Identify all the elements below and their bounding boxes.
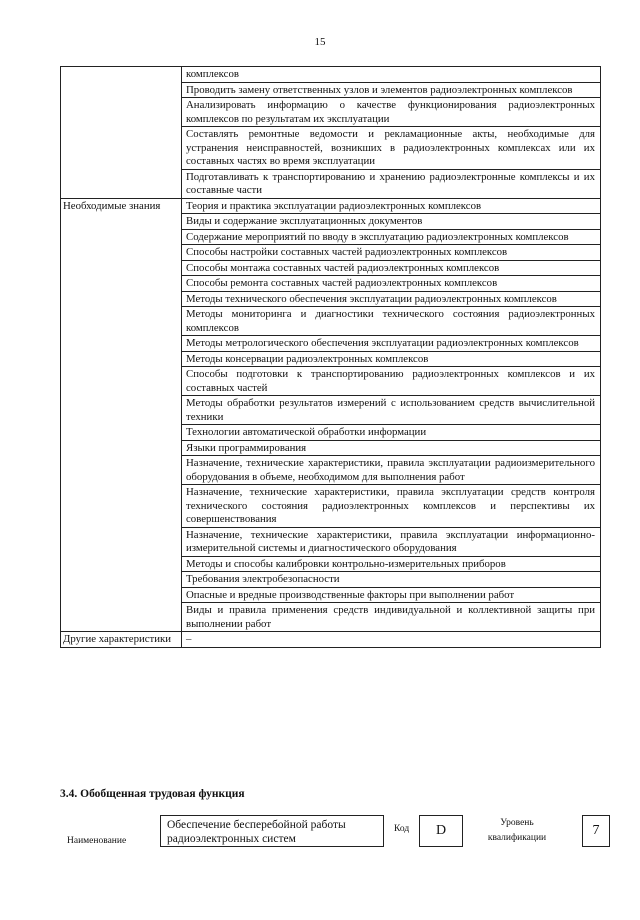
table-row — [61, 198, 601, 214]
item-cell: Анализировать информацию о качестве функционирования радиоэлектронных комплексов по результатам их эксплуатации — [182, 98, 601, 127]
item-cell: – — [182, 632, 601, 648]
item-cell: Назначение, технические характеристики, правила эксплуатации радиоизмерительного оборудования в объеме, необходимом для выполнения работ — [182, 456, 601, 485]
item-cell: Виды и правила применения средств индивидуальной и коллективной защиты при выполнении работ — [182, 603, 601, 632]
item-cell: Содержание мероприятий по вводу в эксплуатацию радиоэлектронных комплексов — [182, 229, 601, 245]
item-cell: Назначение, технические характеристики, правила эксплуатации средств контроля технического состояния радиоэлектронных комплексов и перспективы их совершенствования — [182, 485, 601, 528]
item-cell: Способы ремонта составных частей радиоэлектронных комплексов — [182, 276, 601, 292]
qualification-level-label: Уровень квалификации — [487, 818, 547, 843]
section-heading: 3.4. Обобщенная трудовая функция — [60, 788, 245, 800]
item-cell: Языки программирования — [182, 440, 601, 456]
item-cell: Требования электробезопасности — [182, 572, 601, 588]
row-label-cell: Необходимые знания — [61, 198, 182, 632]
requirements-table-body — [61, 67, 601, 648]
item-cell: Методы и способы калибровки контрольно-измерительных приборов — [182, 556, 601, 572]
item-cell: Технологии автоматической обработки информации — [182, 425, 601, 441]
code-box: D — [419, 815, 463, 847]
qualification-level-box: 7 — [582, 815, 610, 847]
item-cell: Методы консервации радиоэлектронных комплексов — [182, 351, 601, 367]
item-cell: Методы мониторинга и диагностики технического состояния радиоэлектронных комплексов — [182, 307, 601, 336]
requirements-table — [60, 66, 601, 648]
item-cell: Назначение, технические характеристики, правила эксплуатации информационно-измерительной системы и диагностического оборудования — [182, 527, 601, 556]
item-cell: Виды и содержание эксплуатационных документов — [182, 214, 601, 230]
row-label-cell: Другие характеристики — [61, 632, 182, 648]
item-cell: Способы подготовки к транспортированию радиоэлектронных комплексов и их составных частей — [182, 367, 601, 396]
name-label: Наименование — [67, 836, 127, 846]
item-cell: Методы технического обеспечения эксплуатации радиоэлектронных комплексов — [182, 291, 601, 307]
code-label: Код — [394, 824, 410, 834]
function-name-box: Обеспечение бесперебойной работы радиоэлектронных систем — [160, 815, 384, 847]
item-cell: Методы обработки результатов измерений с использованием средств вычислительной техники — [182, 396, 601, 425]
item-cell: Подготавливать к транспортированию и хранению радиоэлектронные комплексы и их составные части — [182, 169, 601, 198]
item-cell: Опасные и вредные производственные факторы при выполнении работ — [182, 587, 601, 603]
item-cell: Проводить замену ответственных узлов и элементов радиоэлектронных комплексов — [182, 82, 601, 98]
item-cell: Способы настройки составных частей радиоэлектронных комплексов — [182, 245, 601, 261]
item-cell: Теория и практика эксплуатации радиоэлектронных комплексов — [182, 198, 601, 214]
item-cell: Составлять ремонтные ведомости и рекламационные акты, необходимые для устранения неисправностей, возникших в радиоэлектронных комплексах или их составных частях во время эксплуатации — [182, 127, 601, 170]
table-row — [61, 67, 601, 83]
row-label-cell — [61, 67, 182, 199]
page-number: 15 — [314, 36, 326, 48]
item-cell: Способы монтажа составных частей радиоэлектронных комплексов — [182, 260, 601, 276]
table-row — [61, 632, 601, 648]
item-cell: комплексов — [182, 67, 601, 83]
generalized-function-row — [0, 812, 640, 852]
item-cell: Методы метрологического обеспечения эксплуатации радиоэлектронных комплексов — [182, 336, 601, 352]
